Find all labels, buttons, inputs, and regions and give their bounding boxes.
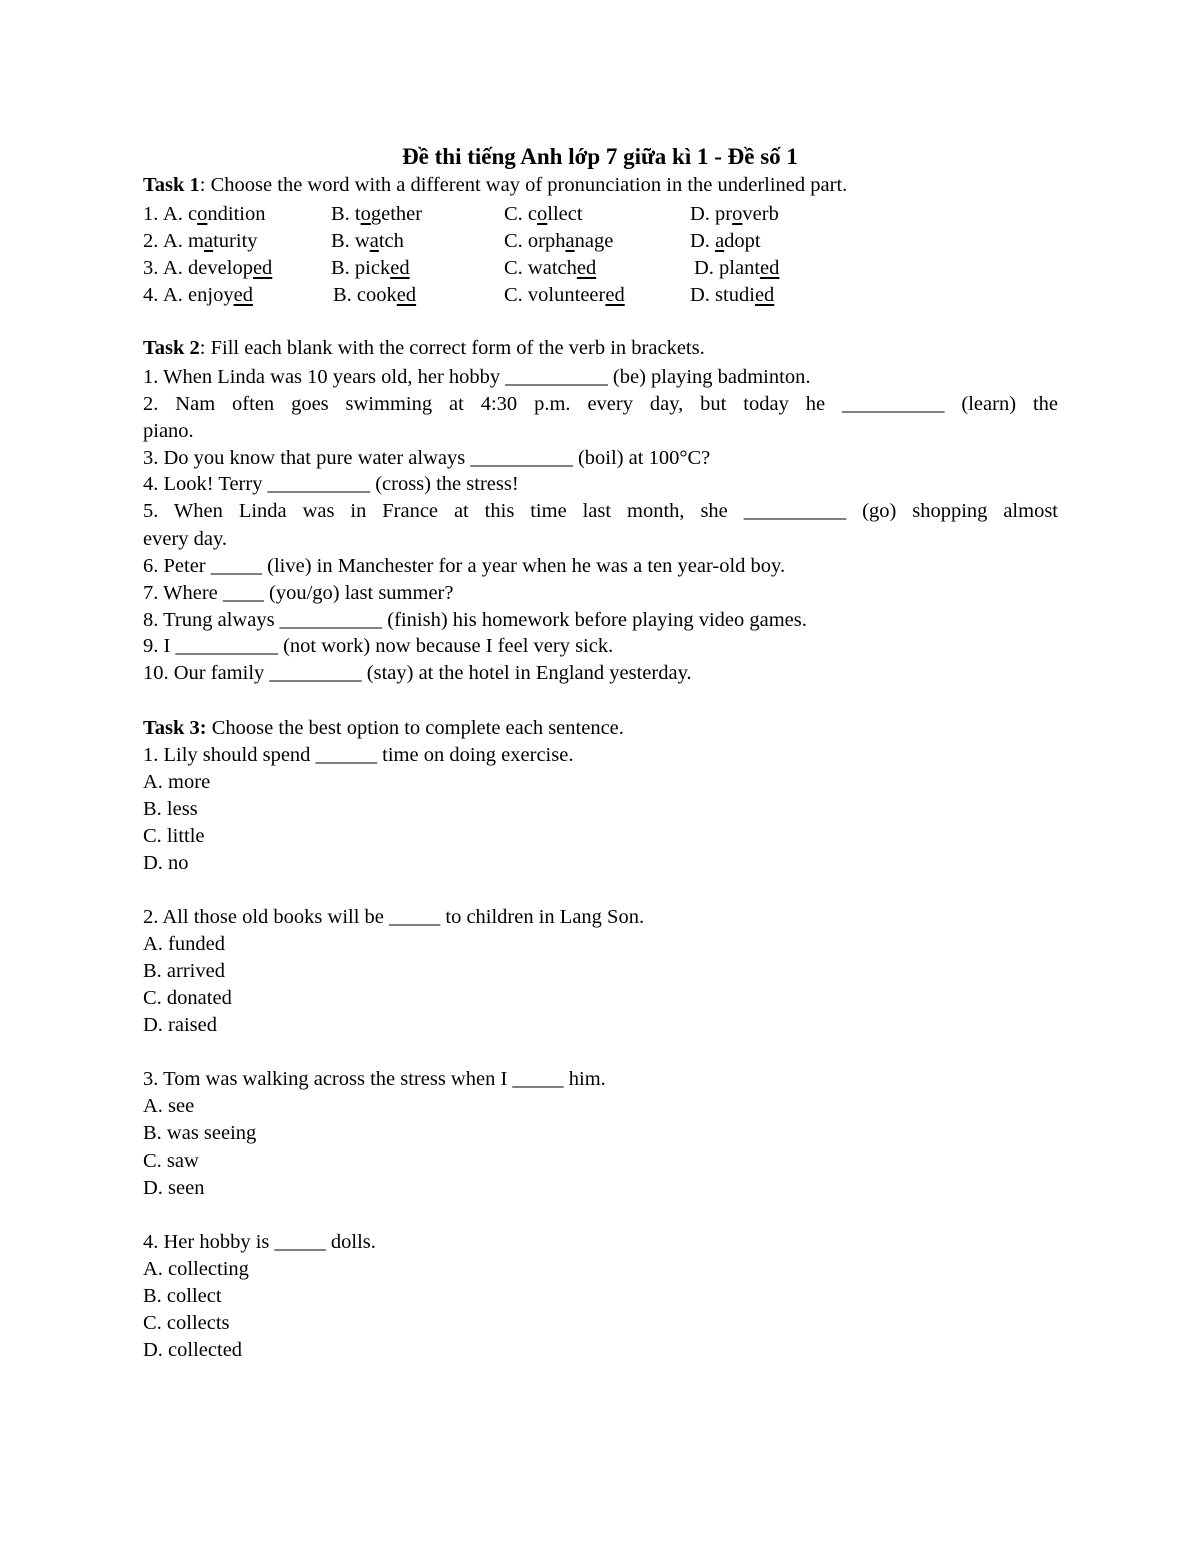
- task2-question-2: 2. Nam often goes swimming at 4:30 p.m. every day, but today he __________ (learn) the: [143, 393, 1058, 415]
- task3-option: D. seen: [143, 1177, 205, 1199]
- task3-option: C. saw: [143, 1150, 199, 1172]
- task1-row: [143, 255, 1058, 281]
- task3-question: 1. Lily should spend ______ time on doing exercise.: [143, 744, 574, 766]
- task3-label: Task 3:: [143, 717, 207, 739]
- task1-row-number: 2.: [143, 230, 159, 252]
- task3-option: B. was seeing: [143, 1122, 257, 1144]
- task3-option: A. funded: [143, 933, 225, 955]
- task3-option: D. collected: [143, 1339, 243, 1361]
- task3-question: 2. All those old books will be _____ to children in Lang Son.: [143, 906, 645, 928]
- task2-question-1: 1. When Linda was 10 years old, her hobby __________ (be) playing badminton.: [143, 366, 811, 388]
- task3-option: C. donated: [143, 987, 232, 1009]
- task3-option: A. see: [143, 1095, 195, 1117]
- task1-option: A. enjoyed: [163, 284, 253, 306]
- task1-row: [143, 201, 1058, 227]
- task2-question-4: 4. Look! Terry __________ (cross) the stress!: [143, 473, 519, 495]
- task3-option: B. less: [143, 798, 198, 820]
- task3-option: A. collecting: [143, 1258, 249, 1280]
- task1-option: C. watched: [504, 257, 597, 279]
- task2-instruction: : Fill each blank with the correct form of the verb in brackets.: [199, 337, 705, 359]
- task2-label: Task 2: [143, 337, 200, 359]
- task2-question-2-cont: piano.: [143, 420, 194, 442]
- task1-instruction: : Choose the word with a different way of pronunciation in the underlined part.: [199, 174, 848, 196]
- task3-option: A. more: [143, 771, 211, 793]
- task2-question-9: 9. I __________ (not work) now because I feel very sick.: [143, 635, 614, 657]
- task1-heading: [143, 172, 1058, 198]
- task1-option: A. condition: [163, 203, 266, 225]
- task2-question-3: 3. Do you know that pure water always __________ (boil) at 100°C?: [143, 447, 711, 469]
- task1-option: C. collect: [504, 203, 583, 225]
- task3-instruction: Choose the best option to complete each sentence.: [206, 717, 624, 739]
- task3-option: D. raised: [143, 1014, 218, 1036]
- task2-question-7: 7. Where ____ (you/go) last summer?: [143, 582, 454, 604]
- task3-option: D. no: [143, 852, 189, 874]
- task2-question-5: 5. When Linda was in France at this time last month, she __________ (go) shopping almost: [143, 500, 1058, 522]
- task1-option: D. adopt: [690, 230, 761, 252]
- task1-option: C. volunteered: [504, 284, 625, 306]
- task2-question-6: 6. Peter _____ (live) in Manchester for a year when he was a ten year-old boy.: [143, 555, 786, 577]
- task1-row: [143, 228, 1058, 254]
- task1-option: D. planted: [694, 257, 780, 279]
- task1-row-number: 4.: [143, 284, 159, 306]
- task2-question-10: 10. Our family _________ (stay) at the hotel in England yesterday.: [143, 662, 692, 684]
- task1-row: [143, 282, 1058, 308]
- task3-option: C. collects: [143, 1312, 230, 1334]
- task2-heading: [143, 335, 1058, 361]
- task1-option: D. proverb: [690, 203, 779, 225]
- page-title: Đề thi tiếng Anh lớp 7 giữa kì 1 - Đề số 1: [402, 144, 798, 169]
- task3-question: 3. Tom was walking across the stress when I _____ him.: [143, 1068, 606, 1090]
- task1-option: C. orphanage: [504, 230, 614, 252]
- task2-question-5-cont: every day.: [143, 528, 228, 550]
- task1-option: B. together: [331, 203, 423, 225]
- task3-option: B. collect: [143, 1285, 222, 1307]
- task1-option: A. maturity: [163, 230, 258, 252]
- task3-question: 4. Her hobby is _____ dolls.: [143, 1231, 376, 1253]
- task2-question-8: 8. Trung always __________ (finish) his homework before playing video games.: [143, 609, 807, 631]
- task3-option: B. arrived: [143, 960, 225, 982]
- task1-row-number: 1.: [143, 203, 159, 225]
- task1-option: B. cooked: [333, 284, 417, 306]
- task1-label: Task 1: [143, 174, 200, 196]
- task1-option: A. developed: [163, 257, 273, 279]
- task1-option: D. studied: [690, 284, 775, 306]
- task1-row-number: 3.: [143, 257, 159, 279]
- task3-option: C. little: [143, 825, 205, 847]
- task1-option: B. picked: [331, 257, 410, 279]
- task1-option: B. watch: [331, 230, 404, 252]
- task3-heading: [143, 715, 1058, 741]
